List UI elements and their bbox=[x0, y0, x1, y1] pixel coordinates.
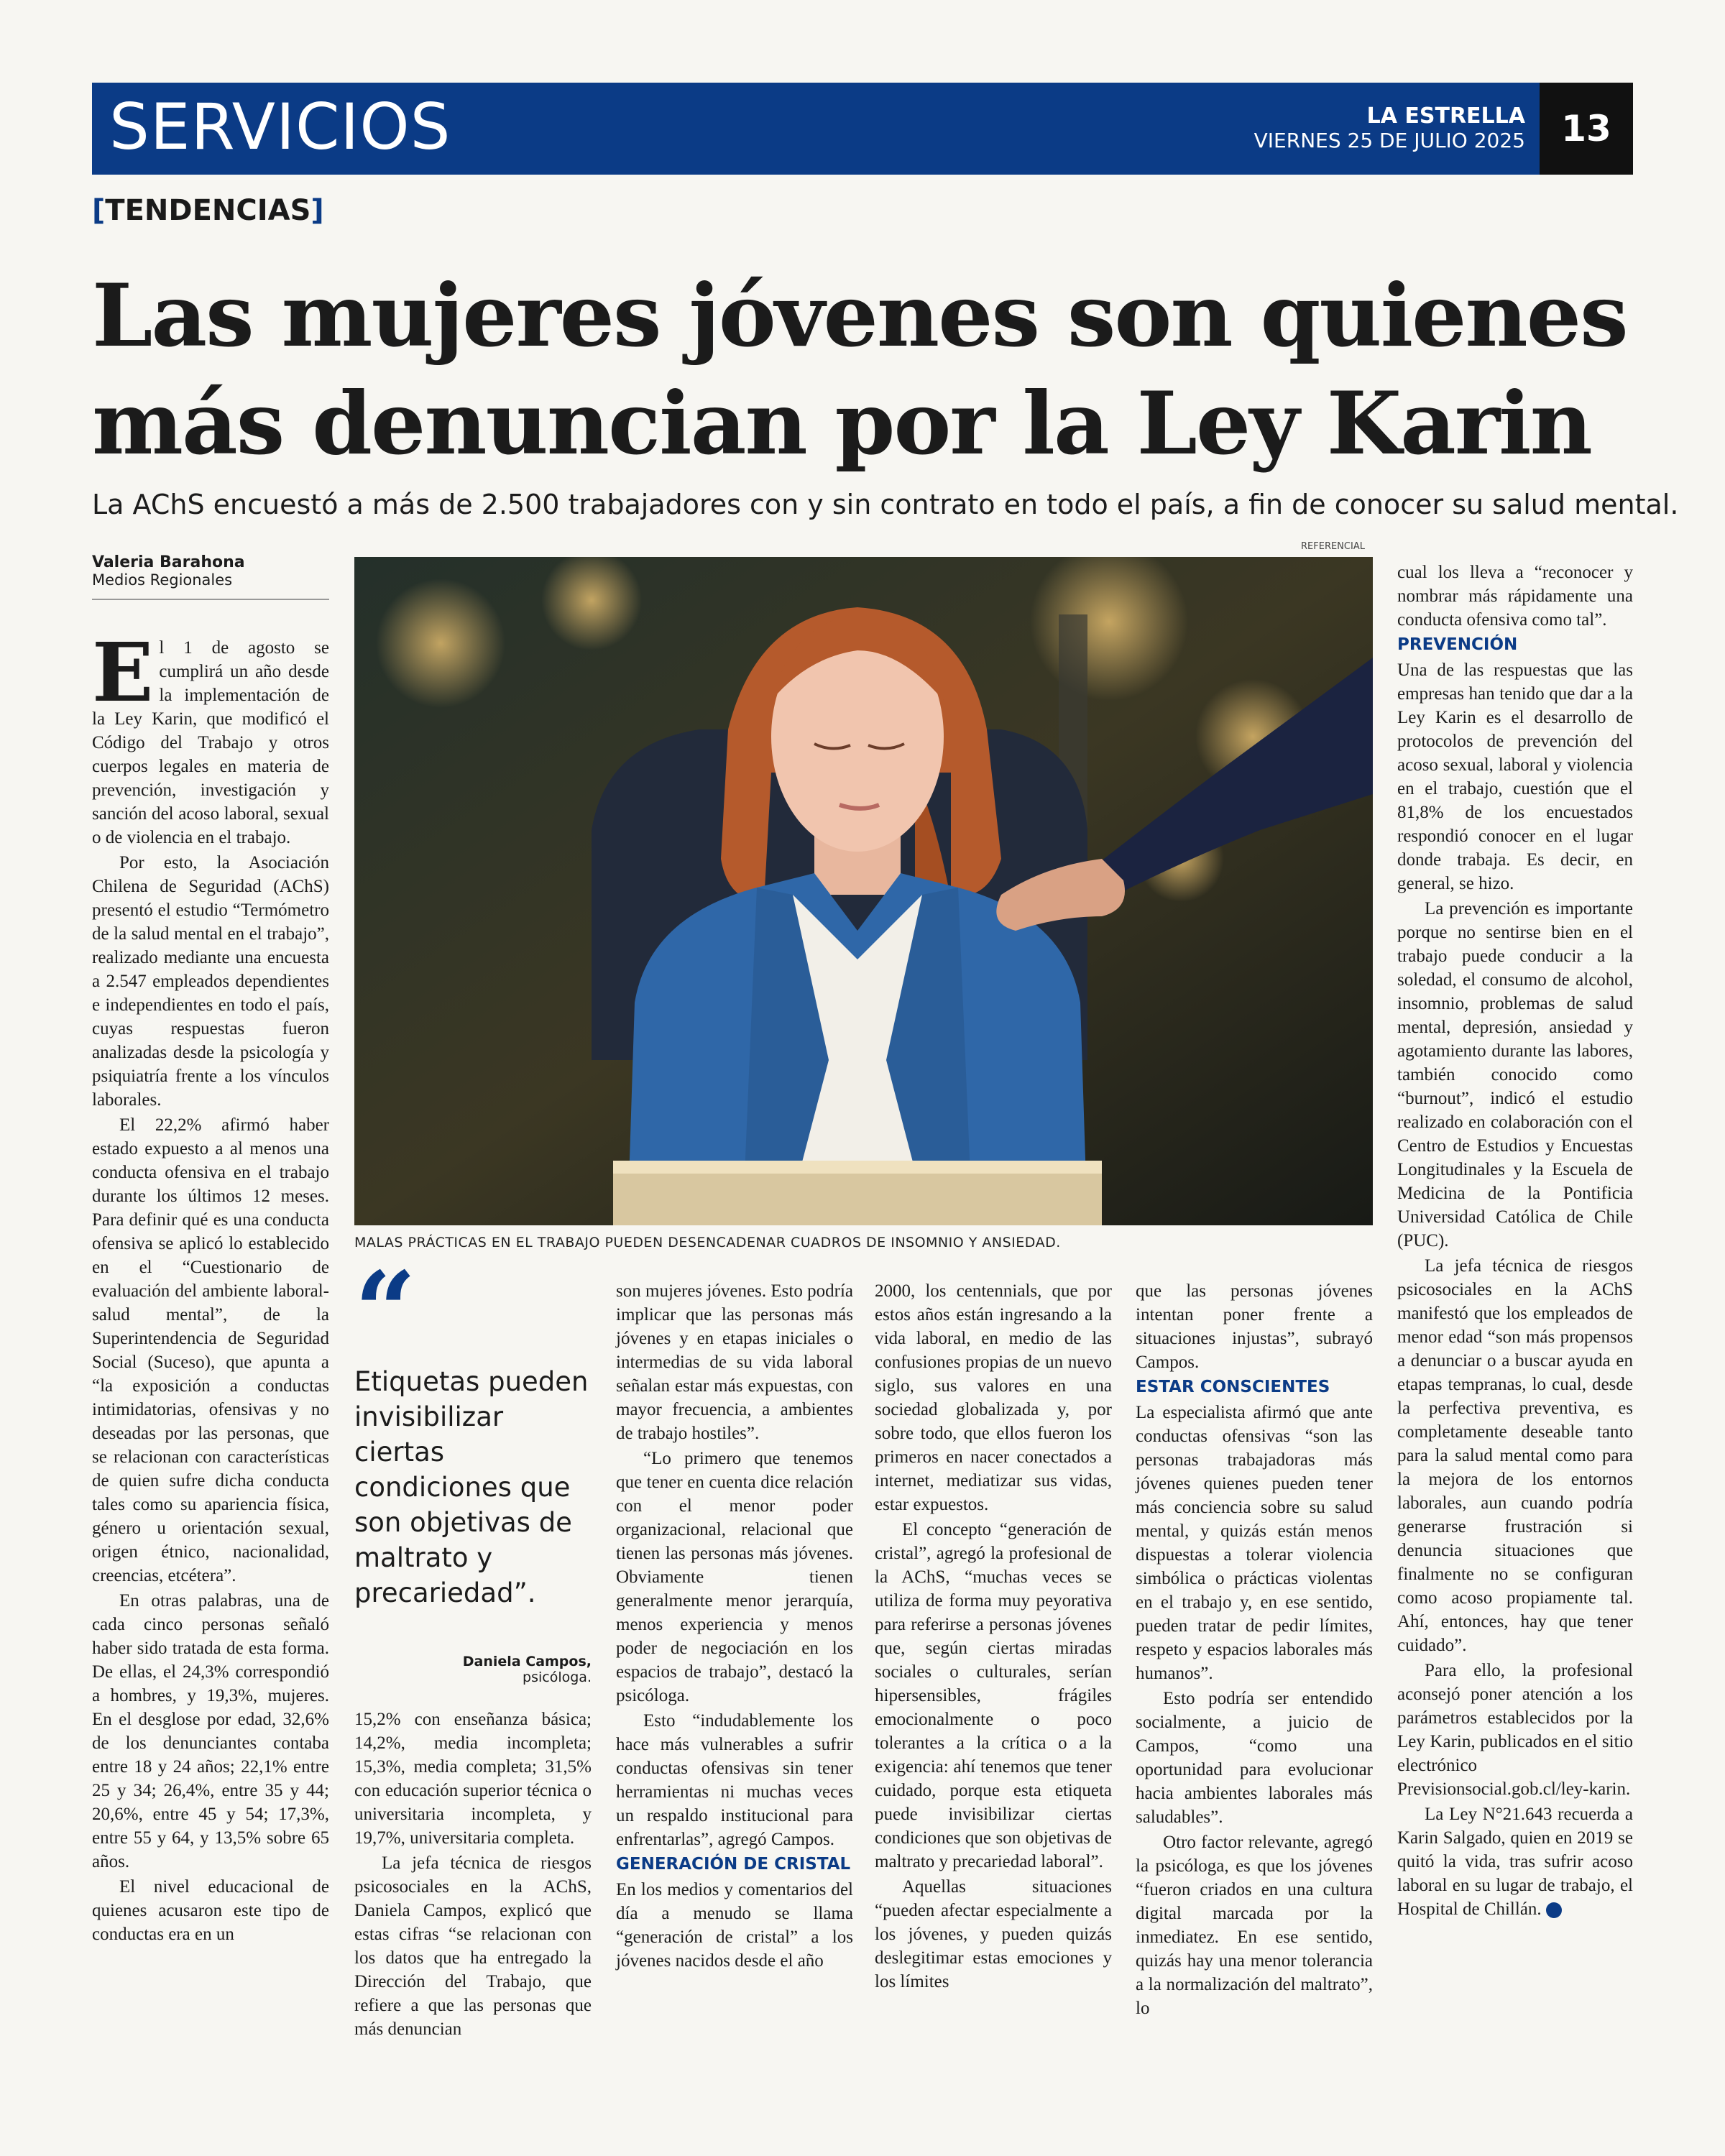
end-mark-icon bbox=[1546, 1902, 1562, 1918]
headline bbox=[92, 262, 1633, 478]
subhead: ESTAR CONSCIENTES bbox=[1136, 1378, 1330, 1396]
paragraph: Esto “indudablemente los hace más vulnerables a sufrir conductas ofensivas sin tener herramientas ni muchas veces un respaldo institucional para enfrentarlas”, agregó Campos. bbox=[616, 1711, 853, 1849]
pull-quote bbox=[354, 1248, 592, 1685]
paragraph: 15,2% con enseñanza básica; 14,2%, media incompleta; 15,3%, media completa; 31,5% con educación superior técnica o universitaria incompleta, y 19,7%, universitaria completa. bbox=[354, 1710, 592, 1848]
photo-illustration bbox=[354, 557, 1373, 1225]
pull-quote-name: Daniela Campos, bbox=[462, 1654, 592, 1669]
subhead: PREVENCIÓN bbox=[1397, 635, 1518, 654]
paragraph: Aquellas situaciones “pueden afectar especialmente a los jóvenes, y pueden quizás deslegitimar estas emociones y los límites bbox=[875, 1877, 1112, 1991]
kicker-label: TENDENCIAS bbox=[105, 194, 311, 227]
article-column-6 bbox=[1397, 561, 1633, 1922]
paragraph: En otras palabras, una de cada cinco personas señaló haber sido tratada de esta forma. De ellas, el 24,3% correspondió a hombres, y 19,3%, mujeres. En el desglose por edad, 32,6% de los denunciantes contaba entre 18 y 24 años; 22,1% entre 25 y 34; 26,4%, entre 35 y 44; 20,6%, entre 45 y 54; 17,3%, entre 55 y 64, y 13,5% sobre 65 años. bbox=[92, 1591, 329, 1871]
author-name: Valeria Barahona bbox=[92, 553, 245, 571]
paragraph: Para ello, la profesional aconsejó poner atención a los parámetros establecidos por la Ley Karin, publicados en el sitio electrónico Previsionsocial.gob.cl/ley-karin. bbox=[1397, 1661, 1633, 1799]
masthead bbox=[1254, 104, 1525, 153]
paragraph: La especialista afirmó que ante conductas ofensivas “son las personas trabajadoras más jóvenes quienes pueden tener más conciencia sobre su salud mental, y quizás están menos dispuestas a tolerar violencia simbólica o prácticas violentas en el trabajo y, en ese sentido, pueden tratar de pedir límites, respeto y espacios laborales más humanos”. bbox=[1136, 1403, 1373, 1683]
paragraph: La jefa técnica de riesgos psicosociales en la AChS manifestó que los empleados de menor edad “son más propensos a denunciar o a buscar ayuda en etapas tempranas, lo cual, desde la perfectiva preventiva, es completamente deseable tanto para la salud mental como para la mejora de los entornos laborales, aun cuando podría generarse frustración si denuncia situaciones que finalmente no se configuran como acoso propiamente tal. Ahí, entonces, hay que tener cuidado”. bbox=[1397, 1256, 1633, 1655]
article-column-2 bbox=[354, 1708, 592, 2042]
paragraph: Una de las respuestas que las empresas han tenido que dar a la Ley Karin es el desarrollo de protocolos de prevención del acoso sexual, laboral y violencia en el trabajo, cuestión que el 81,8% de los encuestados respondió conocer en el lugar donde trabaja. Es decir, en general, se hizo. bbox=[1397, 660, 1633, 893]
page-number: 13 bbox=[1540, 83, 1633, 175]
paragraph: “Lo primero que tenemos que tener en cuenta dice relación con el menor poder organizacional, relacional que tienen las personas más jóvenes. Obviamente tienen generalmente menor jerarquía, menos experiencia y menos poder de negociación en los espacios de trabajo”, destacó la psicóloga. bbox=[616, 1449, 853, 1705]
paragraph: l 1 de agosto se cumplirá un año desde la implementación de la Ley Karin, que modificó el Código del Trabajo y otros cuerpos legales en materia de prevención, investigación y sanción del acoso laboral, sexual o de violencia en el trabajo. bbox=[92, 638, 329, 847]
article-photo bbox=[354, 557, 1373, 1225]
headline-line-2: más denuncian por la Ley Karin bbox=[92, 373, 1591, 474]
article-column-4 bbox=[875, 1279, 1112, 1995]
article-column-5 bbox=[1136, 1279, 1373, 2022]
paragraph: En los medios y comentarios del día a menudo se llama “generación de cristal” a los jóvenes nacidos desde el año bbox=[616, 1880, 853, 1971]
section-title: SERVICIOS bbox=[109, 90, 451, 164]
photo-caption: MALAS PRÁCTICAS EN EL TRABAJO PUEDEN DESENCADENAR CUADROS DE INSOMNIO Y ANSIEDAD. bbox=[354, 1235, 1061, 1250]
paragraph: La Ley N°21.643 recuerda a Karin Salgado, quien en 2019 se quitó la vida, tras sufrir acoso laboral en su lugar de trabajo, el Hospital de Chillán. bbox=[1397, 1805, 1633, 1919]
paragraph: Otro factor relevante, agregó la psicóloga, es que los jóvenes “fueron criados en una cultura digital marcada por la inmediatez. En ese sentido, quizás hay una menor tolerancia a la normalización del maltrato”, lo bbox=[1136, 1833, 1373, 2018]
author-org: Medios Regionales bbox=[92, 571, 233, 589]
photo-credit: REFERENCIAL bbox=[1301, 541, 1365, 552]
paragraph: son mujeres jóvenes. Esto podría implicar que las personas más jóvenes y en etapas iniciales o intermedias de su vida laboral señalan estar más expuestas, con mayor frecuencia, a ambientes de trabajo hostiles”. bbox=[616, 1281, 853, 1443]
section-banner bbox=[92, 83, 1633, 175]
paragraph: que las personas jóvenes intentan poner frente a situaciones injustas”, subrayó Campos. bbox=[1136, 1281, 1373, 1372]
paragraph: La jefa técnica de riesgos psicosociales en la AChS, Daniela Campos, explicó que estas cifras “se relacionan con los datos que ha entregado la Dirección del Trabajo, que refiere a que las personas que más denuncian bbox=[354, 1853, 592, 2039]
paragraph: cual los lleva a “reconocer y nombrar más rápidamente una conducta ofensiva como tal”. bbox=[1397, 563, 1633, 630]
paragraph: Por esto, la Asociación Chilena de Seguridad (AChS) presentó el estudio “Termómetro de la salud mental en el trabajo”, realizado mediante una encuesta a 2.547 empleados dependientes e independientes en todo el país, cuyas respuestas fueron analizadas desde la psicología y psiquiatría frente a los vínculos laborales. bbox=[92, 853, 329, 1110]
drop-cap: E bbox=[92, 626, 154, 720]
article-column-3 bbox=[616, 1279, 853, 1974]
kicker: [TENDENCIAS] bbox=[92, 194, 324, 227]
pull-quote-role: psicóloga. bbox=[523, 1669, 592, 1685]
paragraph: La prevención es importante porque no sentirse bien en el trabajo puede conducir a la soledad, el consumo de alcohol, insomnio, problemas de salud mental, depresión, ansiedad y agotamiento durante las labores, también conocido como “burnout”, indicó el estudio realizado en colaboración con el Centro de Estudios y Encuestas Longitudinales y la Escuela de Medicina de la Pontificia Universidad Católica de Chile (PUC). bbox=[1397, 899, 1633, 1250]
paragraph: El nivel educacional de quienes acusaron este tipo de conductas era en un bbox=[92, 1877, 329, 1944]
byline bbox=[92, 553, 329, 600]
subhead: GENERACIÓN DE CRISTAL bbox=[616, 1855, 851, 1874]
paragraph: Esto podría ser entendido socialmente, a juicio de Campos, “como una oportunidad para evolucionar hacia ambientes laborales más saludables”. bbox=[1136, 1689, 1373, 1827]
quote-mark-icon: “ bbox=[354, 1248, 417, 1375]
pull-quote-text: Etiquetas pueden invisibilizar ciertas condiciones que son objetivas de maltrato y precariedad”. bbox=[354, 1366, 589, 1608]
deck: La AChS encuestó a más de 2.500 trabajadores con y sin contrato en todo el país, a fin de conocer su salud mental. bbox=[92, 489, 1679, 520]
paragraph: El 22,2% afirmó haber estado expuesto a al menos una conducta ofensiva en el trabajo durante los últimos 12 meses. Para definir qué es una conducta ofensiva se aplicó lo establecido en el “Cuestionario de evaluación del ambiente laboral-salud mental”, de la Superintendencia de Seguridad Social (Suceso), que apunta a “la exposición a conductas intimidatorias, ofensivas y no deseadas por las personas, que se relacionan con características de quien sufre dicha conducta tales como su apariencia física, género u orientación sexual, origen étnico, nacionalidad, creencias, etcétera”. bbox=[92, 1115, 329, 1585]
issue-date: VIERNES 25 DE JULIO 2025 bbox=[1254, 129, 1525, 152]
headline-line-1: Las mujeres jóvenes son quienes bbox=[92, 265, 1627, 367]
article-column-1 bbox=[92, 626, 329, 1948]
paragraph: El concepto “generación de cristal”, agregó la profesional de la AChS, “muchas veces se utiliza de forma muy peyorativa para referirse a personas jóvenes que, según ciertas miradas sociales o culturales, serían hipersensibles, frágiles emocionalmente o poco tolerantes a la crítica o a la exigencia: ahí tenemos que tener cuidado, porque esta etiqueta puede invisibilizar ciertas condiciones que son objetivas de maltrato y precariedad laboral”. bbox=[875, 1520, 1112, 1871]
paragraph: 2000, los centennials, que por estos años están ingresando a la vida laboral, en medio de las confusiones propias de un nuevo siglo, sus valores en una sociedad globalizada y, por sobre todo, que ellos fueron los primeros en nacer conectados a internet, mediatizar sus vidas, estar expuestos. bbox=[875, 1281, 1112, 1514]
newspaper-name: LA ESTRELLA bbox=[1366, 103, 1525, 129]
